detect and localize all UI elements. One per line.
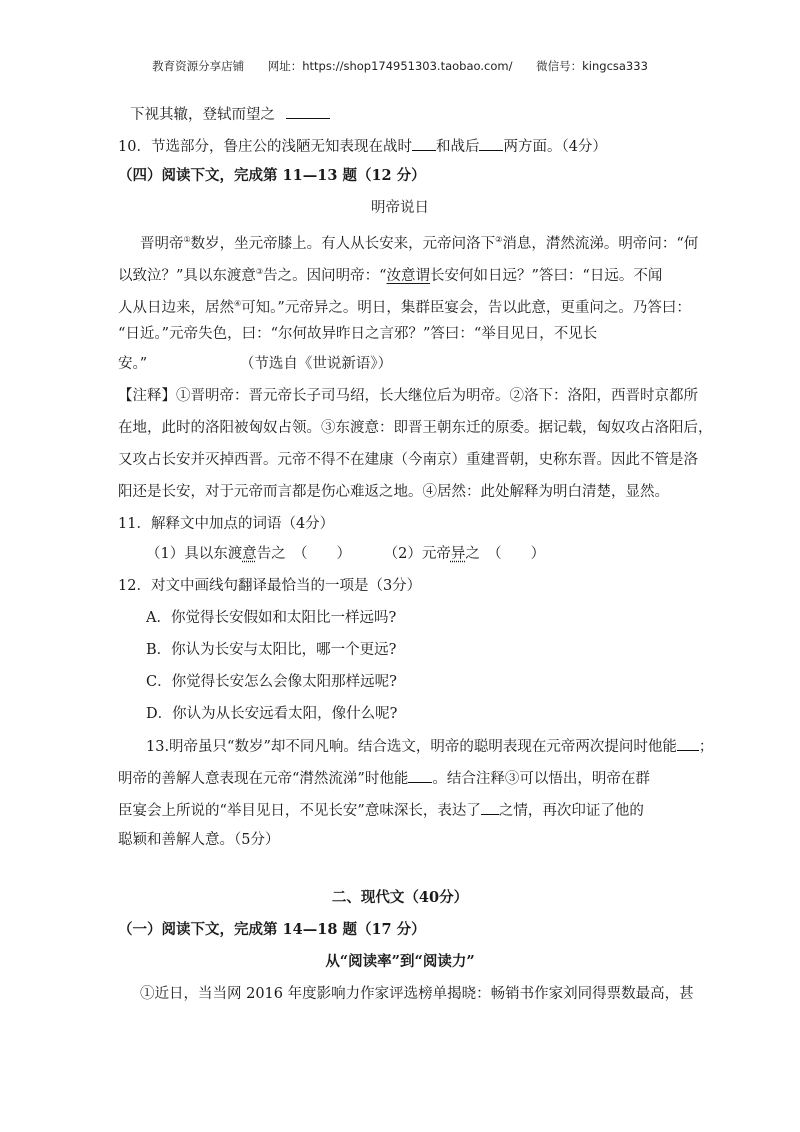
question-12-title: 12．对文中画线句翻译最恰当的一项是（3分）	[118, 578, 422, 594]
question-13-line-3: 臣宴会上所说的“举目见日，不见长安”意味深长，表达了 之情，再次印证了他的	[118, 800, 644, 821]
shop-name: 教育资源分享店铺	[152, 59, 245, 73]
question-10: 10．节选部分，鲁庄公的浅陋无知表现在战时 和战后 两方面。（4分）	[118, 136, 607, 157]
answer-blank	[479, 136, 503, 151]
notes-line-3: 又攻占长安并灭掉西晋。元帝不得不在建康（今南京）重建晋朝，史称东晋。因此不管是洛	[118, 452, 698, 468]
question-13-line-4: 聪颖和善解人意。（5分）	[118, 832, 280, 848]
answer-blank	[286, 104, 330, 119]
passage-source: （节选自《世说新语》）	[247, 356, 393, 372]
answer-blank	[408, 768, 432, 783]
previous-question-line: 下视其辙，登轼而望之	[130, 104, 330, 125]
answer-blank	[412, 136, 436, 151]
answer-blank	[677, 736, 699, 751]
passage-line-4: “日近。”元帝失色，曰：“尔何故异昨日之言邪？”答曰：“举目见日，不见长	[118, 326, 598, 342]
notes-line-4: 阳还是长安，对于元帝而言都是伤心难返之地。④居然：此处解释为明白清楚，显然。	[118, 484, 669, 500]
question-11-items: （1）具以东渡意告之 （ ） （2）元帝异之 （ ）	[146, 546, 546, 562]
article-title: 从“阅读率”到“阅读力”	[325, 953, 475, 970]
question-11-title: 11．解释文中加点的词语（4分）	[118, 516, 335, 532]
passage-line-5: 安。” （节选自《世说新语》）	[118, 356, 393, 372]
question-13-line-1: 13.明帝虽只“数岁”却不同凡响。结合选文，明帝的聪明表现在元帝两次提问时他能 ；	[146, 736, 713, 757]
underlined-phrase: 汝意谓	[386, 267, 431, 284]
option-b: B．你认为长安与太阳比，哪一个更远?	[146, 642, 397, 658]
question-13-line-2: 明帝的善解人意表现在元帝“潸然流涕”时他能 。结合注释③可以悟出，明帝在群	[118, 768, 650, 789]
answer-blank	[481, 800, 499, 815]
passage-line-2: 以致泣？”具以东渡意③告之。因问明帝：“汝意谓长安何如日远？”答曰：“日远。不闻	[118, 267, 663, 284]
article-line-1: ①近日，当当网 2016 年度影响力作家评选榜单揭晓：畅销书作家刘同得票数最高，甚	[140, 986, 694, 1002]
option-a: A．你觉得长安假如和太阳比一样远吗?	[146, 610, 397, 626]
option-c: C．你觉得长安怎么会像太阳那样远呢?	[146, 674, 397, 690]
notes-line-2: 在地，此时的洛阳被匈奴占领。③东渡意：即晋王朝东迁的原委。据记载，匈奴攻占洛阳后，	[118, 420, 713, 436]
passage-line-3: 人从日边来，居然④可知。”元帝异之。明日，集群臣宴会，告以此意，更重问之。乃答曰：	[118, 299, 691, 316]
shop-url: 网址：https://shop174951303.taobao.com/	[267, 59, 513, 73]
option-d: D．你认为从长安远看太阳，像什么呢?	[146, 706, 398, 722]
page-header	[0, 58, 800, 74]
notes-line-1: 【注释】①晋明帝：晋元帝长子司马绍，长大继位后为明帝。②洛下：洛阳，西晋时京都所	[118, 388, 698, 404]
passage-line-1: 晋明帝①数岁，坐元帝膝上。有人从长安来，元帝问洛下②消息，潸然流涕。明帝问：“何	[140, 235, 699, 252]
part-2-title: 二、现代文（40分）	[331, 889, 469, 906]
section-4-title: （四）阅读下文，完成第 11—13 题（12 分）	[118, 167, 426, 184]
section-1-title: （一）阅读下文，完成第 14—18 题（17 分）	[118, 921, 426, 938]
passage-title: 明帝说日	[371, 200, 429, 216]
wechat-id: 微信号：kingcsa333	[536, 59, 648, 73]
